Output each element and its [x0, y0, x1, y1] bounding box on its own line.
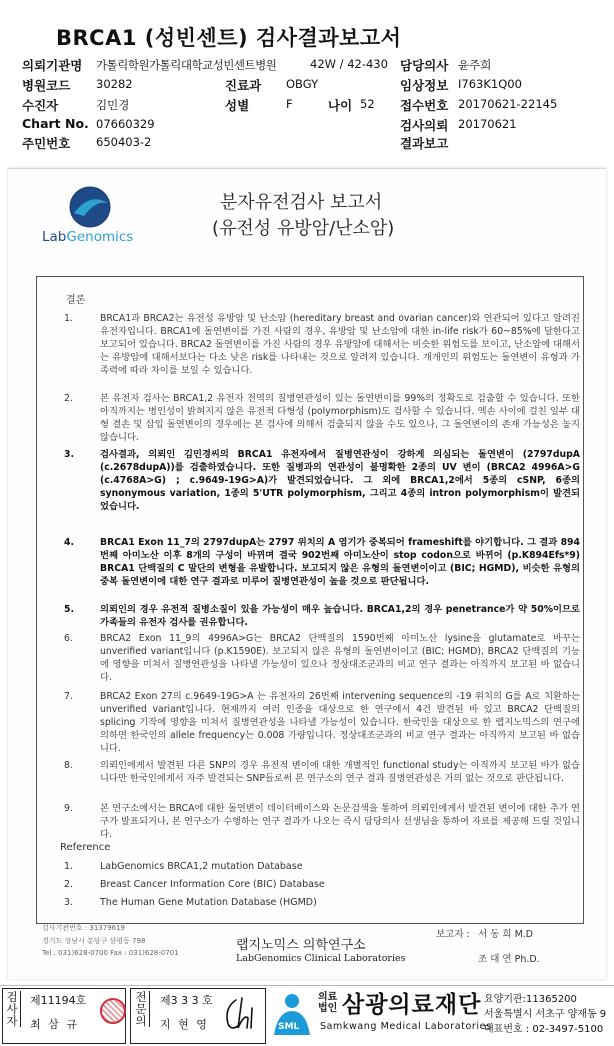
value-sex: F — [286, 97, 293, 111]
ref-text: LabGenomics BRCA1,2 mutation Database — [100, 861, 303, 872]
item-number: 4. — [64, 537, 75, 548]
examiner-seal-icon — [100, 998, 126, 1024]
item-text: 본 연구소에서는 BRCA에 대한 돌연변이 데이터베이스와 논문검색을 통하여 의뢰인에게서 발견된 변이에 대한 추가 연구가 발표되거나, 본 연구소가 수행하는 연구 결과가 나오는 즉시 담당의사 선생님을 통하여 자료를 제공해 드릴 것입니다. — [100, 803, 580, 840]
document-title: 분자유전검사 보고서 — [220, 192, 383, 213]
org-address: 서울특별시 서초구 양재동 9 — [484, 1009, 607, 1020]
value-resident-no: 650403-2 — [96, 135, 152, 149]
ref-number: 3. — [64, 897, 74, 908]
label-age: 나이 — [328, 98, 353, 113]
labgenomics-logo-text — [42, 229, 133, 245]
conclusion-heading: 결론 — [66, 295, 86, 306]
signature-icon — [222, 994, 260, 1034]
examiner-label-char: 검 — [6, 990, 18, 1004]
item-number: 9. — [64, 803, 73, 814]
labgenomics-logo-icon — [66, 186, 114, 228]
item-text: BRCA2 Exon 11_9의 4996A>G는 BRCA2 단백질의 1590번째 아미노산 lysine을 glutamate로 바꾸는 unverified variant입니다 (p.K1590E). 보고되지 않은 유형의 돌연변이이고 (BIC; HGMD), BRCA2 단백질의 기능에 영향을 미쳐서 질병연관성을 나타낼 가능성이 있으나 정상대조군과의 비교 연구 결과는 아직까지 보고된 바 없습니다. — [100, 633, 580, 683]
reviewer-name: 조 대 연 Ph.D. — [478, 954, 540, 965]
label-receipt-no: 접수번호 — [400, 98, 449, 113]
item-number: 1. — [64, 313, 73, 324]
org-name: 삼광의료재단 — [342, 992, 482, 1018]
label-request-date: 검사의뢰 — [400, 118, 449, 133]
ref-number: 2. — [64, 879, 74, 890]
institution-code: 요양기관:11365200 — [484, 994, 577, 1005]
footer-divider — [0, 985, 614, 986]
examiner-name: 최 삼 규 — [30, 1018, 79, 1031]
specialist-label — [133, 991, 150, 1027]
label-institution: 의뢰기관명 — [22, 58, 83, 73]
value-patient: 김민경 — [96, 98, 130, 112]
label-clinical-info: 임상정보 — [400, 78, 449, 93]
item-number: 5. — [64, 604, 75, 615]
specialist-label-char: 의 — [135, 1014, 147, 1028]
value-ward: 42W / 42-430 — [310, 57, 388, 71]
org-type-line: 의료 — [318, 992, 338, 1003]
label-doctor: 담당의사 — [400, 58, 449, 73]
examiner-label-char: 자 — [6, 1014, 18, 1028]
item-text: 검사결과, 의뢰인 김민경씨의 BRCA1 유전자에서 질병연관성이 강하게 의심되는 돌연변이 (2797dupA (c.2678dupA))를 검출하였습니다. 또한 질병과의 연관성이 불명확한 2종의 UV 변이 (BRCA2 4996A>G (c.4768A>G) ; c.9649-19G>A)가 발견되었습니다. 그 외에 BRCA1,2에서 5종의 cSNP, 6종의 synonymous variation, 1종의 5'UTR polymorphism, 그리고 4종의 intron polymorphism이 발견되었습니다. — [100, 449, 580, 512]
item-number: 7. — [64, 691, 73, 702]
label-patient: 수진자 — [22, 98, 59, 113]
item-number: 2. — [64, 393, 73, 404]
specialist-license-no: 제3 3 3 호 — [160, 994, 213, 1007]
examiner-label — [4, 991, 21, 1027]
label-report-date: 결과보고 — [400, 136, 449, 151]
value-clinical-info: I763K1Q00 — [458, 77, 522, 91]
value-doctor: 윤주희 — [458, 58, 492, 72]
org-type-line: 법인 — [318, 1003, 338, 1014]
value-request-date: 20170621 — [458, 117, 517, 131]
report-title: BRCA1 (성빈센트) 검사결과보고서 — [56, 26, 402, 50]
examiner-license-no: 제11194호 — [30, 994, 87, 1007]
item-number: 6. — [64, 633, 73, 644]
value-age: 52 — [360, 97, 375, 111]
item-text: 의뢰인에게서 발견된 다른 SNP의 경우 유전적 변이에 대한 개별적인 functional study는 아직까지 보고된 바가 없습니다만 한국인에게서 자주 발견되는 SNP들로써 본 연구소의 연구 결과 질병연관성은 거의 없는 것으로 판단됩니다. — [100, 760, 580, 784]
sml-badge-text: SML — [278, 1022, 300, 1032]
institute-name-ko: 랩지노믹스 의학연구소 — [236, 938, 366, 953]
label-chart-no: Chart No. — [22, 116, 89, 131]
ref-text: The Human Gene Mutation Database (HGMD) — [100, 897, 317, 908]
item-text: BRCA2 Exon 27의 c.9649-19G>A 는 유전자의 26번째 intervening sequence의 -19 위치의 G를 A로 치환하는 unverified variant입니다. 현재까지 여러 인종을 대상으로 한 연구에서 4건 발견된 바 있고 BRCA2 단백질의 splicing 기작에 영향을 미쳐서 질병연관성을 나타낼 가능성이 있습니다. 한국인을 대상으로 한 랩지노믹스의 연구에 의하면 한국인의 allele frequency는 0.008 가량입니다. 정상대조군과의 비교 연구 결과는 아직까지 보고된 바 없습니다. — [100, 691, 580, 754]
label-resident-no: 주민번호 — [22, 136, 71, 151]
reporter-name: 서 동 희 M.D — [478, 929, 534, 940]
value-hospital-code: 30282 — [96, 77, 133, 91]
logo-lab: Lab — [42, 229, 67, 245]
specialist-name: 지 현 영 — [160, 1018, 209, 1031]
label-department: 진료과 — [225, 78, 262, 93]
value-chart-no: 07660329 — [96, 117, 155, 131]
institute-name-en: LabGenomics Clinical Laboratories — [236, 953, 406, 964]
item-number: 8. — [64, 760, 73, 771]
logo-genomics: Genomics — [66, 229, 134, 245]
lab-registration-no: 검사기관번호 : 31379619 — [42, 924, 126, 932]
value-receipt-no: 20170621-22145 — [458, 97, 558, 111]
reference-heading: Reference — [60, 842, 111, 853]
org-phone: 대표번호 : 02-3497-5100 — [484, 1024, 604, 1035]
item-text: BRCA1 Exon 11_7의 2797dupA는 2797 위치의 A 염기가 중복되어 frameshift를 야기합니다. 그 결과 894번째 아미노산 이후 8개의 구성이 바뀌며 결국 902번째 아미노산이 stop codon으로 바뀌어 (p.K894Efs*9) BRCA1 단백질의 C 말단의 변형을 유발합니다. 보고되지 않은 유형의 돌연변이이고 (BIC; HGMD), 비슷한 유형의 중복 돌연변이에 대한 연구 결과로 미루어 질병연관성이 높을 것으로 판단됩니다. — [100, 537, 580, 587]
reporter-label: 보고자 : — [436, 929, 470, 940]
specialist-label-char: 전 — [135, 990, 147, 1004]
item-text: BRCA1과 BRCA2는 유전성 유방암 및 난소암 (hereditary breast and ovarian cancer)와 연관되어 있다고 알려진 유전자입니다. BRCA1에 돌연변이를 가진 사람의 경우, 유방암 및 난소암에 대한 in-life risk가 60~85%에 달한다고 보고되어 있습니다. BRCA2 돌연변이를 가진 사람의 경우 유방암에 대해서는 비슷한 위험도를 보이고, 난소암에 대해서는 유방암에 대해서보다는 다소 낮은 risk를 나타내는 것으로 알려져 있습니다. 개개인의 위험도는 돌연변이 유형과 가족력에 따라 차이를 보일 수 있습니다. — [100, 313, 580, 376]
document-subtitle: (유전성 유방암/난소암) — [212, 218, 395, 239]
label-sex: 성별 — [225, 98, 250, 113]
specialist-label-char: 문 — [135, 1002, 147, 1016]
lab-address: 경기도 성남시 분당구 삼평동 798 — [42, 937, 146, 945]
label-hospital-code: 병원코드 — [22, 78, 71, 93]
ref-number: 1. — [64, 861, 74, 872]
item-text: 본 유전자 검사는 BRCA1,2 유전자 전역의 질병연관성이 있는 돌연변이를 99%의 정확도로 검출할 수 있습니다. 또한 아직까지는 병인성이 밝혀지지 않은 유전적 다형성 (polymorphism)도 검사할 수 있습니다. 엑손 사이에 걸친 일부 대형 결손 및 삽입 돌연변이의 경우에는 본 검사에 의해서 검출되지 않을 수도 있으나, 그 돌연변이의 존재 가능성은 높지 않습니다. — [100, 393, 580, 443]
org-name-en: Samkwang Medical Laboratories — [320, 1021, 492, 1032]
item-text: 의뢰인의 경우 유전적 질병소질이 있을 가능성이 매우 높습니다. BRCA1,2의 경우 penetrance가 약 50%이므로 가족들의 유전자 검사를 권유합니다. — [100, 604, 580, 628]
lab-phone-fax: Tel : 031)628-0700 Fax : 031)628-0701 — [42, 949, 179, 957]
value-department: OBGY — [286, 77, 319, 91]
value-institution: 가톨릭학원가톨릭대학교성빈센트병원 — [96, 58, 277, 72]
item-number: 3. — [64, 449, 75, 460]
examiner-label-char: 사 — [6, 1002, 18, 1016]
org-type — [318, 992, 337, 1014]
ref-text: Breast Cancer Information Core (BIC) Database — [100, 879, 325, 890]
